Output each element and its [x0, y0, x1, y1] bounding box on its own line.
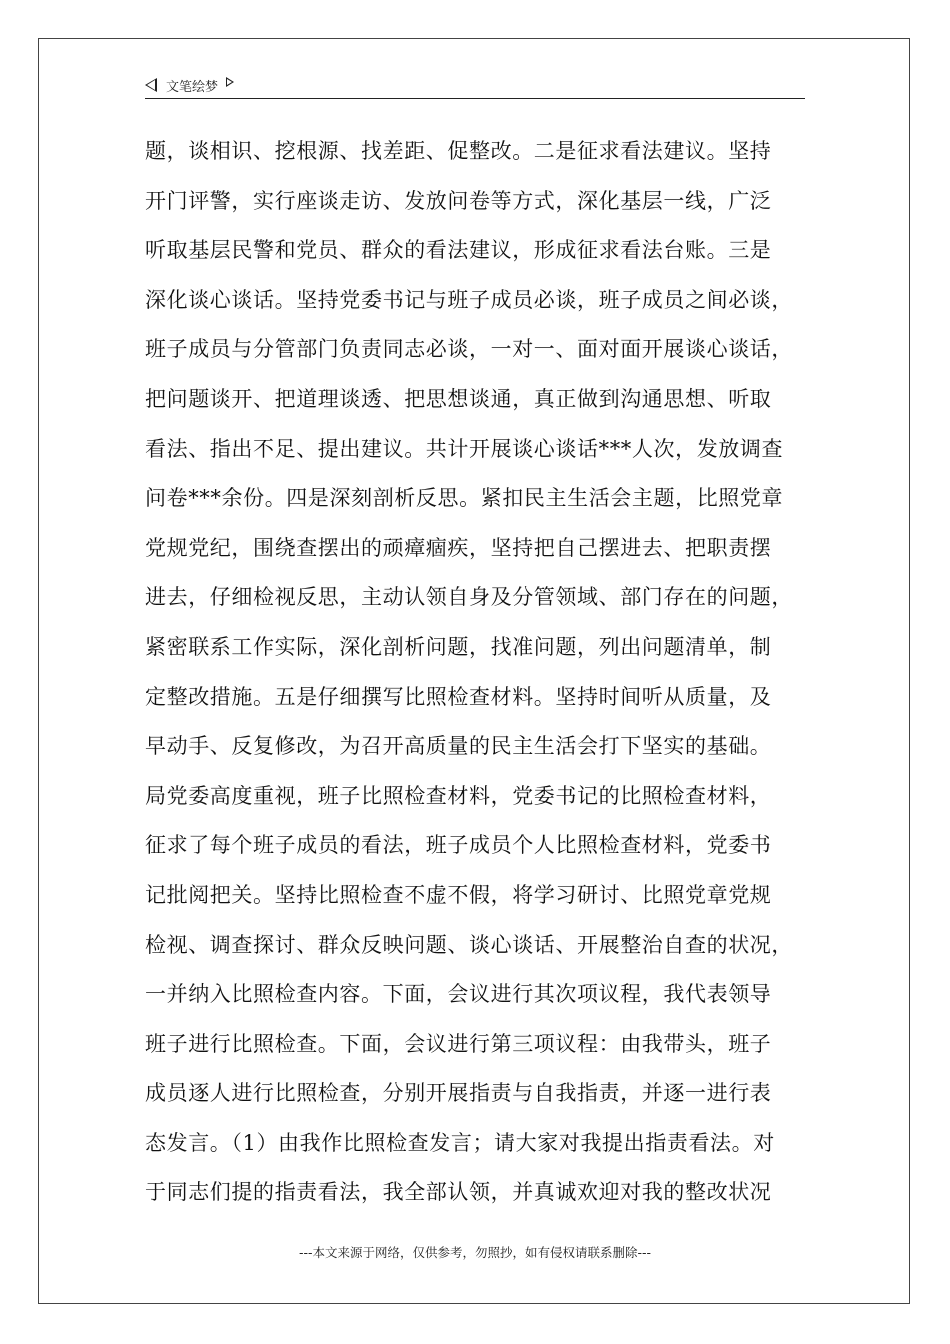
- text-line: 进去，仔细检视反思，主动认领自身及分管领域、部门存在的问题，: [145, 585, 793, 610]
- text-line: 题，谈相识、挖根源、找差距、促整改。二是征求看法建议。坚持: [145, 139, 772, 163]
- text-line: 听取基层民警和党员、群众的看法建议，形成征求看法台账。三是: [145, 238, 772, 263]
- text-line: 征求了每个班子成员的看法，班子成员个人比照检查材料，党委书: [145, 833, 772, 858]
- text-line: 班子进行比照检查。下面，会议进行第三项议程：由我带头，班子: [145, 1031, 772, 1056]
- document-body: [145, 131, 817, 1222]
- text-line: 班子成员与分管部门负责同志必谈，一对一、面对面开展谈心谈话，: [145, 337, 793, 362]
- text-line: 成员逐人进行比照检查，分别开展指责与自我指责，并逐一进行表: [145, 1081, 772, 1106]
- page-header: [145, 72, 805, 99]
- text-line: 局党委高度重视，班子比照检查材料，党委书记的比照检查材料，: [145, 783, 772, 808]
- text-line: 早动手、反复修改，为召开高质量的民主生活会打下坚实的基础。: [145, 734, 772, 759]
- text-line: 深化谈心谈话。坚持党委书记与班子成员必谈，班子成员之间必谈，: [145, 287, 793, 312]
- text-line: 检视、调查探讨、群众反映问题、谈心谈话、开展整治自查的状况，: [145, 932, 793, 957]
- text-line: 开门评警，实行座谈走访、发放问卷等方式，深化基层一线，广泛: [145, 188, 772, 213]
- text-line: 于同志们提的指责看法，我全部认领，并真诚欢迎对我的整改状况: [145, 1180, 772, 1205]
- triangle-left-icon: [145, 78, 157, 92]
- text-line: 定整改措施。五是仔细撰写比照检查材料。坚持时间听从质量，及: [145, 684, 772, 709]
- text-line: 看法、指出不足、提出建议。共计开展谈心谈话***人次，发放调查: [145, 436, 784, 461]
- text-line: 问卷***余份。四是深刻剖析反思。紧扣民主生活会主题，比照党章: [145, 486, 784, 511]
- text-line: 一并纳入比照检查内容。下面，会议进行其次项议程，我代表领导: [145, 982, 772, 1007]
- text-line: 把问题谈开、把道理谈透、把思想谈通，真正做到沟通思想、听取: [145, 386, 772, 411]
- text-line: 记批阅把关。坚持比照检查不虚不假，将学习研讨、比照党章党规: [145, 882, 772, 907]
- text-line: 紧密联系工作实际，深化剖析问题，找准问题，列出问题清单，制: [145, 634, 772, 659]
- header-title: 文笔绘梦: [166, 79, 219, 95]
- footer-notice: ---本文来源于网络，仅供参考，勿照抄，如有侵权请联系删除---: [298, 1245, 652, 1260]
- triangle-right-icon: [226, 77, 234, 87]
- text-line: 态发言。（1）由我作比照检查发言；请大家对我提出指责看法。对: [145, 1130, 775, 1155]
- text-line: 党规党纪，围绕查摆出的顽瘴痼疾，坚持把自己摆进去、把职责摆: [145, 535, 772, 560]
